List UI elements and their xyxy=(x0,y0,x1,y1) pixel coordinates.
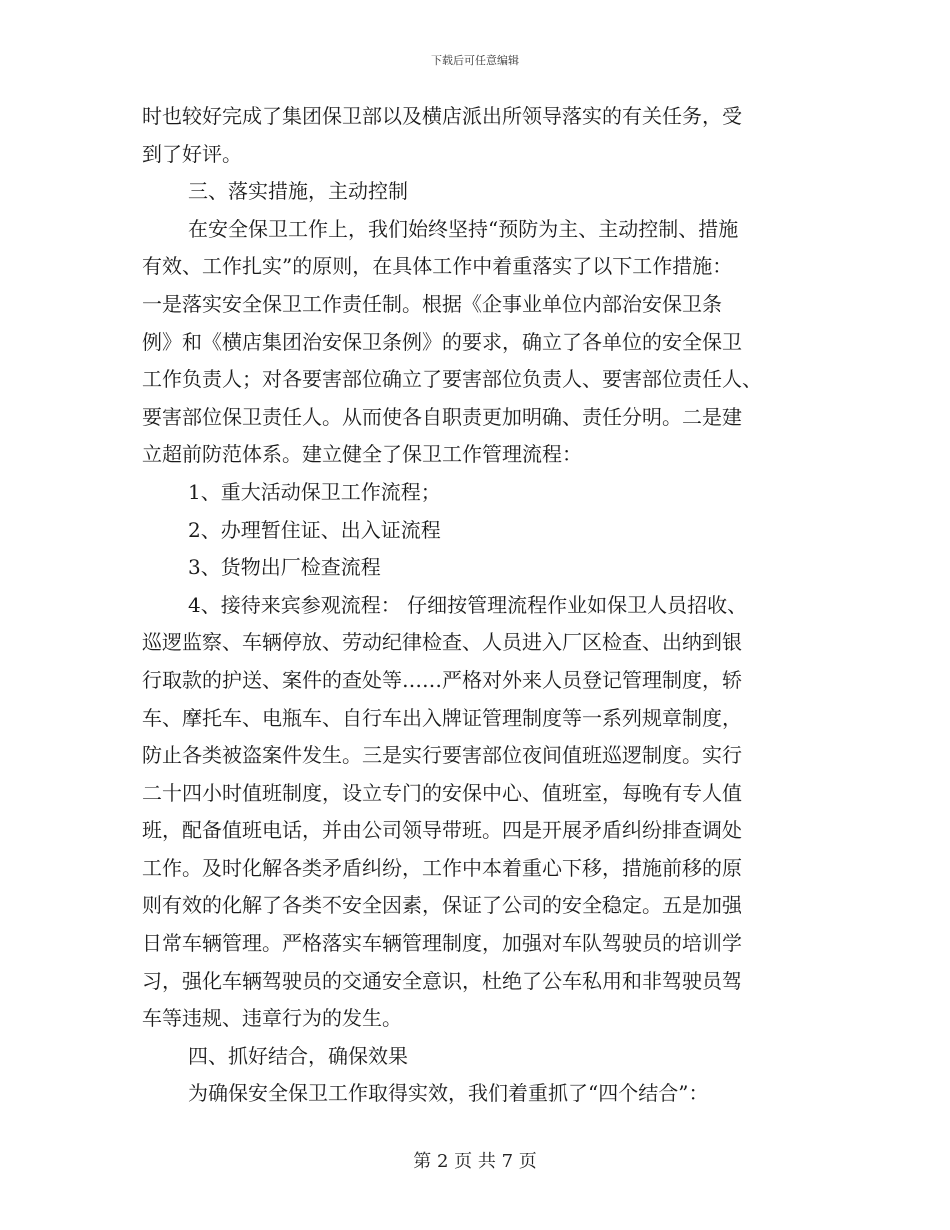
text-line: 行取款的护送、案件的查处等……严格对外来人员登记管理制度，轿 xyxy=(142,667,742,692)
text-line: 有效、工作扎实”的原则，在具体工作中着重落实了以下工作措施： xyxy=(142,254,733,279)
document-body xyxy=(142,98,814,1113)
text-line: 时也较好完成了集团保卫部以及横店派出所领导落实的有关任务，受 xyxy=(142,104,742,128)
text-line: 要害部位保卫责任人。从而使各自职责更加明确、责任分明。二是建 xyxy=(142,404,742,429)
text-line: 车等违规、违章行为的发生。 xyxy=(142,1006,402,1031)
text-line: 例》和《横店集团治安保卫条例》的要求，确立了各单位的安全保卫 xyxy=(142,329,742,354)
page-header: 下载后可任意编辑 xyxy=(431,54,519,67)
text-line: 三、落实措施，主动控制 xyxy=(188,179,408,204)
text-line: 一是落实安全保卫工作责任制。根据《企事业单位内部治安保卫条 xyxy=(142,291,722,316)
text-line: 四、抓好结合，确保效果 xyxy=(188,1043,408,1068)
text-line: 工作。及时化解各类矛盾纠纷，工作中本着重心下移，措施前移的原 xyxy=(142,855,742,880)
text-line: 在安全保卫工作上，我们始终坚持“预防为主、主动控制、措施 xyxy=(188,216,739,241)
text-line: 防止各类被盗案件发生。三是实行要害部位夜间值班巡逻制度。实行 xyxy=(142,743,742,768)
text-line: 车、摩托车、电瓶车、自行车出入牌证管理制度等一系列规章制度， xyxy=(142,705,742,730)
text-line: 3、货物出厂检查流程 xyxy=(188,555,381,580)
text-line: 习，强化车辆驾驶员的交通安全意识，杜绝了公车私用和非驾驶员驾 xyxy=(142,968,742,993)
text-line: 4、接待来宾参观流程： 仔细按管理流程作业如保卫人员招收、 xyxy=(188,592,748,617)
text-line: 立超前防范体系。建立健全了保卫工作管理流程： xyxy=(142,442,582,467)
text-line: 2、办理暂住证、出入证流程 xyxy=(188,517,441,542)
text-line: 1、重大活动保卫工作流程； xyxy=(188,479,441,504)
text-line: 则有效的化解了各类不安全因素，保证了公司的安全稳定。五是加强 xyxy=(142,893,742,918)
page-number: 第 2 页 共 7 页 xyxy=(413,1151,537,1172)
text-line: 到了好评。 xyxy=(142,141,242,166)
text-line: 为确保安全保卫工作取得实效，我们着重抓了“四个结合”： xyxy=(188,1081,709,1106)
text-line: 二十四小时值班制度，设立专门的安保中心、值班室，每晚有专人值 xyxy=(142,780,742,805)
text-line: 巡逻监察、车辆停放、劳动纪律检查、人员进入厂区检查、出纳到银 xyxy=(142,630,742,655)
text-line: 日常车辆管理。严格落实车辆管理制度，加强对车队驾驶员的培训学 xyxy=(142,931,742,956)
text-line: 班，配备值班电话，并由公司领导带班。四是开展矛盾纠纷排查调处 xyxy=(142,818,742,843)
text-line: 工作负责人；对各要害部位确立了要害部位负责人、要害部位责任人、 xyxy=(142,367,762,392)
